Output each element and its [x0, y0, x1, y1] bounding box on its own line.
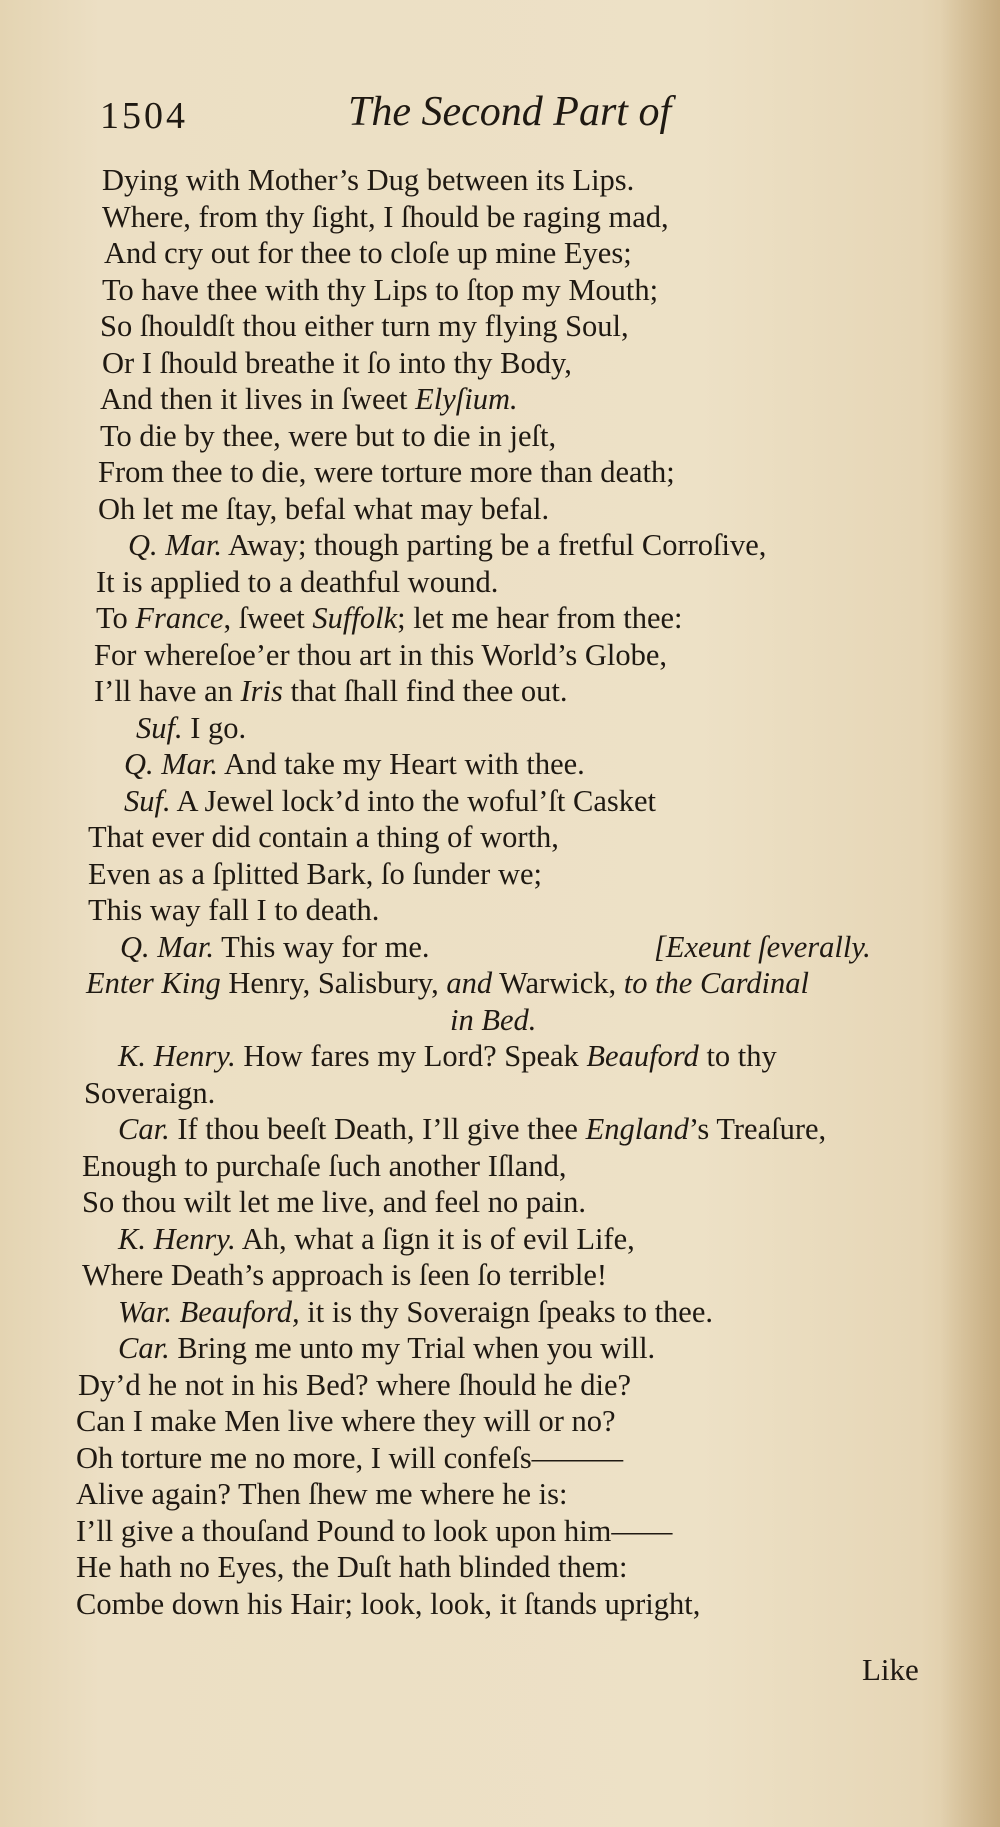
speaker-name: Suf. — [136, 710, 183, 745]
speaker-name: War. — [118, 1294, 172, 1329]
verse-line: So ſhouldſt thou either turn my flying Soul, — [100, 309, 629, 343]
verse-line: Alive again? Then ſhew me where he is: — [76, 1477, 568, 1511]
speech-line: Q. Mar. And take my Heart with thee. — [124, 747, 585, 781]
verse-line: To die by thee, were but to die in jeſt, — [100, 418, 557, 453]
verse-line: He hath no Eyes, the Duſt hath blinded them: — [76, 1550, 628, 1584]
speaker-name: K. Henry. — [118, 1221, 236, 1256]
speaker-name: Q. Mar. — [124, 747, 219, 781]
speaker-name: Q. Mar. — [120, 929, 215, 964]
verse-line: Can I make Men live where they will or no? — [76, 1404, 616, 1438]
stage-direction: in Bed. — [450, 1002, 537, 1037]
page-number: 1504 — [100, 95, 188, 137]
verse-line: Oh torture me no more, I will confeſs——— — [76, 1440, 624, 1475]
stage-direction: Enter King Henry, Salisbury, and Warwick, to the Cardinal — [86, 966, 809, 1000]
verse-line: Dy’d he not in his Bed? where ſhould he die? — [78, 1367, 632, 1402]
speech-line: K. Henry. Ah, what a ſign it is of evil Life, — [118, 1221, 635, 1256]
verse-line: I’ll have an Iris that ſhall find thee out. — [94, 674, 568, 708]
verse-line: Combe down his Hair; look, look, it ſtands upright, — [76, 1586, 701, 1621]
speech-line: K. Henry. How fares my Lord? Speak Beauford to thy — [118, 1039, 777, 1073]
speech-line: Suf. I go. — [136, 710, 247, 745]
page-edge-shadow — [940, 0, 1000, 1827]
verse-line: Where Death’s approach is ſeen ſo terrible! — [82, 1258, 608, 1292]
speaker-name: Suf. — [124, 783, 171, 818]
verse-line: Where, from thy ſight, I ſhould be raging mad, — [102, 199, 669, 234]
verse-line: That ever did contain a thing of worth, — [88, 820, 559, 854]
speech-line: Car. Bring me unto my Trial when you will. — [118, 1331, 656, 1365]
speech-line: Q. Mar. This way for me. — [120, 929, 430, 964]
speaker-name: K. Henry. — [118, 1039, 236, 1073]
verse-line: For whereſoe’er thou art in this World’s Globe, — [94, 637, 667, 672]
speech-line: Car. If thou beeſt Death, I’ll give thee England’s Treaſure, — [118, 1112, 827, 1146]
verse-line: It is applied to a deathful wound. — [96, 564, 499, 599]
verse-line: So thou wilt let me live, and feel no pain. — [82, 1185, 586, 1219]
verse-line: Or I ſhould breathe it ſo into thy Body, — [102, 345, 572, 380]
verse-line: I’ll give a thouſand Pound to look upon him—— — [76, 1513, 673, 1548]
verse-line: Dying with Mother’s Dug between its Lips. — [102, 163, 635, 197]
verse-line: To France, ſweet Suffolk; let me hear from thee: — [96, 601, 683, 635]
page-header — [100, 88, 900, 148]
speech-line: Suf. A Jewel lock’d into the woful’ſt Casket — [124, 783, 656, 818]
catchword: Like — [862, 1652, 919, 1687]
verse-line: And then it lives in ſweet Elyſium. — [100, 382, 518, 416]
stage-direction: [Exeunt ſeverally. — [654, 929, 871, 964]
speaker-name: Car. — [118, 1331, 170, 1365]
verse-line: Even as a ſplitted Bark, ſo ſunder we; — [88, 856, 542, 891]
speech-line: War. Beauford, it is thy Soveraign ſpeaks to thee. — [118, 1294, 713, 1329]
verse-line: This way fall I to death. — [88, 893, 380, 927]
verse-line: And cry out for thee to cloſe up mine Eyes; — [104, 236, 632, 270]
running-title: The Second Part of — [348, 89, 672, 135]
speaker-name: Car. — [118, 1112, 170, 1146]
speaker-name: Q. Mar. — [128, 528, 223, 562]
speech-line: Q. Mar. Away; though parting be a fretful Corroſive, — [128, 528, 767, 562]
verse-line: Enough to purchaſe ſuch another Iſland, — [82, 1148, 567, 1183]
verse-line: Soveraign. — [84, 1075, 216, 1110]
verse-line: Oh let me ſtay, befal what may befal. — [98, 491, 550, 526]
verse-line: From thee to die, were torture more than death; — [98, 455, 675, 489]
verse-line: To have thee with thy Lips to ſtop my Mouth; — [102, 272, 659, 307]
